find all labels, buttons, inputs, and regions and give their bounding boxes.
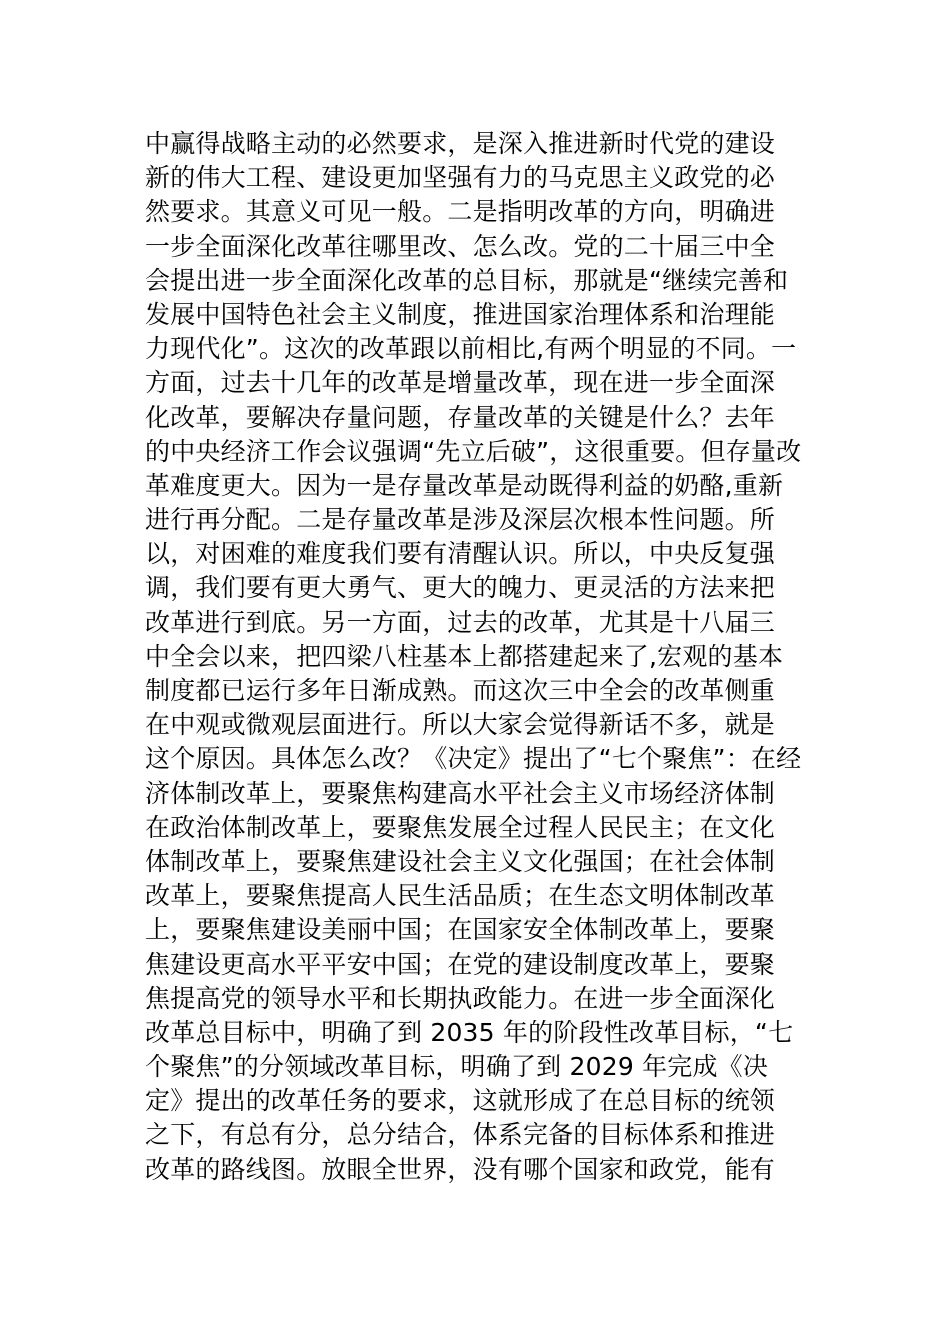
text-line: 力现代化”。这次的改革跟以前相比,有两个明显的不同。一 xyxy=(145,334,797,364)
text-line: 制度都已运行多年日渐成熟。而这次三中全会的改革侧重 xyxy=(145,676,776,705)
text-line: 化改革，要解决存量问题，存量改革的关键是什么？去年 xyxy=(145,402,776,432)
text-line: 个聚焦”的分领域改革目标，明确了到 2029 年完成《决 xyxy=(145,1052,769,1082)
text-line: 在中观或微观层面进行。所以大家会觉得新话不多，就是 xyxy=(145,710,776,740)
text-line: 上，要聚焦建设美丽中国；在国家安全体制改革上，要聚 xyxy=(145,915,776,945)
text-line: 改革上，要聚焦提高人民生活品质；在生态文明体制改革 xyxy=(145,881,776,911)
text-line: 发展中国特色社会主义制度，推进国家治理体系和治理能 xyxy=(145,299,776,329)
text-line: 焦建设更高水平平安中国；在党的建设制度改革上，要聚 xyxy=(145,949,776,979)
text-line: 改革进行到底。另一方面，过去的改革，尤其是十八届三 xyxy=(145,607,776,637)
text-line: 改革总目标中，明确了到 2035 年的阶段性改革目标，“七 xyxy=(145,1017,794,1047)
text-line: 中赢得战略主动的必然要求，是深入推进新时代党的建设 xyxy=(145,129,776,158)
text-line: 方面，过去十几年的改革是增量改革，现在进一步全面深 xyxy=(145,368,776,398)
text-line: 改革的路线图。放眼全世界，没有哪个国家和政党，能有 xyxy=(145,1154,776,1184)
body-text xyxy=(145,127,810,1187)
text-line: 调，我们要有更大勇气、更大的魄力、更灵活的方法来把 xyxy=(145,573,776,603)
text-line: 进行再分配。二是存量改革是涉及深层次根本性问题。所 xyxy=(145,505,776,535)
text-line: 一步全面深化改革往哪里改、怎么改。党的二十届三中全 xyxy=(145,231,776,261)
text-line: 体制改革上，要聚焦建设社会主义文化强国；在社会体制 xyxy=(145,846,776,876)
text-line: 然要求。其意义可见一般。二是指明改革的方向，明确进 xyxy=(145,197,776,227)
text-line: 会提出进一步全面深化改革的总目标，那就是“继续完善和 xyxy=(145,265,789,295)
text-line: 中全会以来，把四梁八柱基本上都搭建起来了,宏观的基本 xyxy=(145,641,784,671)
text-line: 的中央经济工作会议强调“先立后破”，这很重要。但存量改 xyxy=(145,436,802,466)
text-line: 在政治体制改革上，要聚焦发展全过程人民民主；在文化 xyxy=(145,812,776,842)
text-line: 之下，有总有分，总分结合，体系完备的目标体系和推进 xyxy=(145,1120,776,1150)
text-line: 定》提出的改革任务的要求，这就形成了在总目标的统领 xyxy=(145,1086,776,1116)
text-line: 这个原因。具体怎么改？《决定》提出了“七个聚焦”：在经 xyxy=(145,744,802,774)
text-line: 济体制改革上，要聚焦构建高水平社会主义市场经济体制 xyxy=(145,778,776,808)
text-line: 新的伟大工程、建设更加坚强有力的马克思主义政党的必 xyxy=(145,163,776,193)
text-line: 革难度更大。因为一是存量改革是动既得利益的奶酪,重新 xyxy=(145,470,784,500)
text-line: 焦提高党的领导水平和长期执政能力。在进一步全面深化 xyxy=(145,983,776,1013)
text-line: 以，对困难的难度我们要有清醒认识。所以，中央反复强 xyxy=(145,539,776,569)
